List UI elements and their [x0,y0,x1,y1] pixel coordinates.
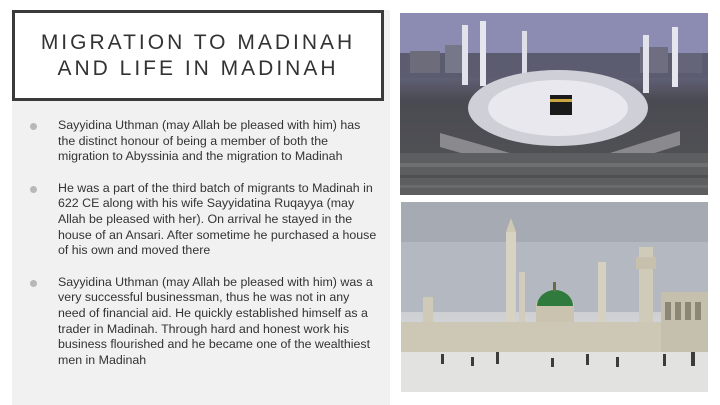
slide-title: MIGRATION TO MADINAH AND LIFE IN MADINAH [40,30,356,80]
bullet-list [30,118,380,384]
bullet-text: He was a part of the third batch of migrants to Madinah in 622 CE along with his wife Sayyidatina Ruqayya (may Allah be pleased with her). On arrival he stayed in the house of an Ansari. After sometime he purchased a house of his own and moved there [58,180,377,258]
bullet-item [30,275,380,369]
bullet-item [30,181,380,259]
bullet-text: Sayyidina Uthman (may Allah be pleased with him) was a very successful businessman, thus he was not in any need of financial aid. He quickly established himself as a trader in Madinah. Through hard and honest work his business flourished and he became one of the wealthiest men in Madinah [58,274,373,367]
bullet-icon [30,186,37,193]
title-box [12,10,384,101]
bullet-icon [30,280,37,287]
masjid-an-nabawi-icon [401,202,708,392]
masjid-an-nabawi-photo [401,202,708,392]
bullet-item [30,118,380,165]
masjid-al-haram-icon [400,13,708,195]
masjid-al-haram-photo [400,13,708,195]
bullet-text: Sayyidina Uthman (may Allah be pleased with him) has the distinct honour of being a member of both the migration to Abyssinia and the migration to Madinah [58,118,361,164]
bullet-icon [30,123,37,130]
